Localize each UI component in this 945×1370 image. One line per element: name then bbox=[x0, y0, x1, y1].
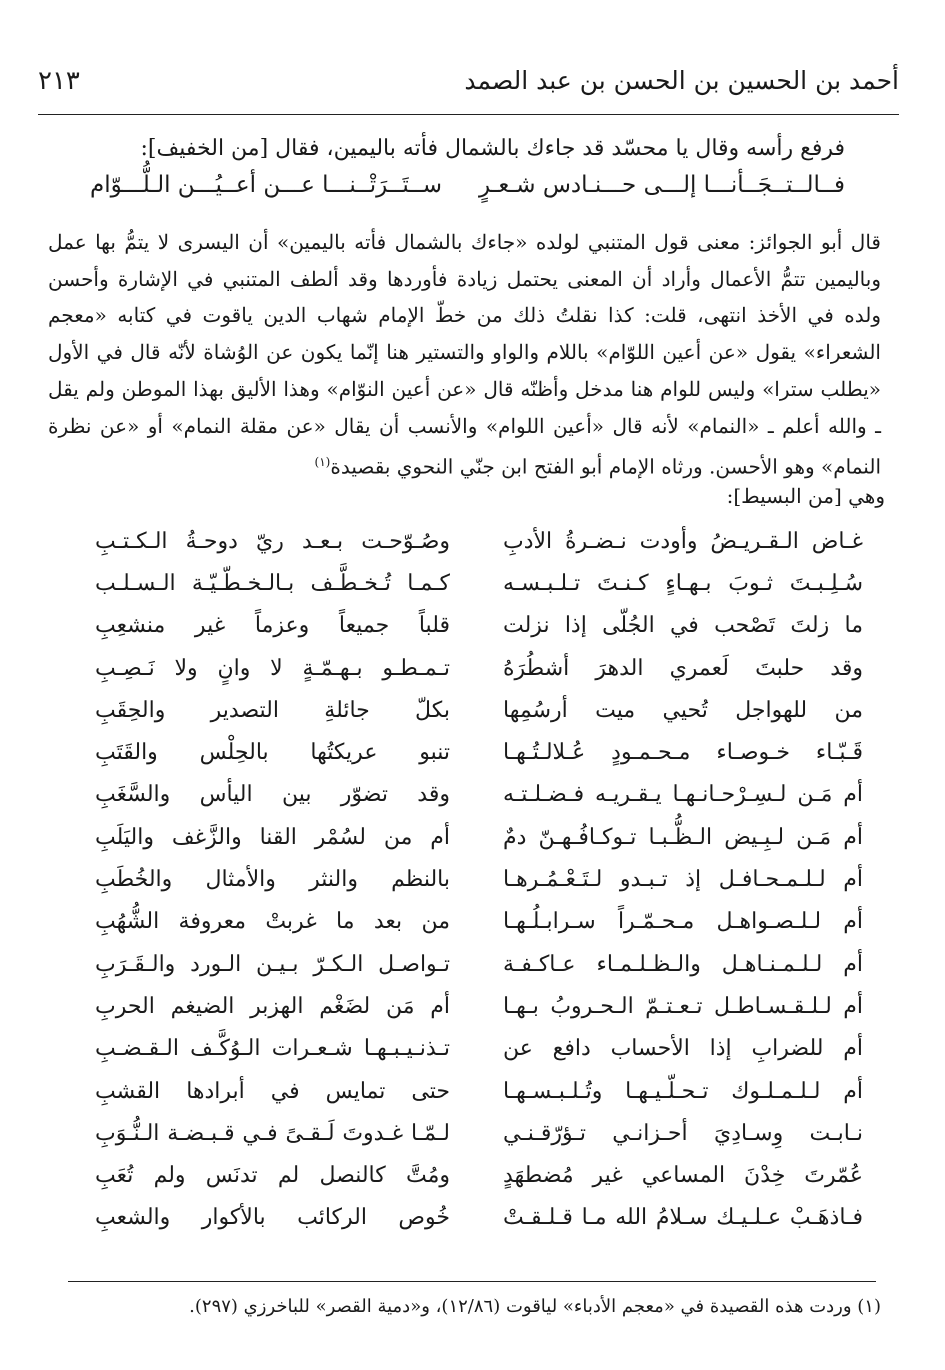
verse-left-hemistich: وقد تضوّر بين اليأس والسَّغَبِ bbox=[95, 782, 450, 808]
verse-right-hemistich: ما زلتَ تَصْحب في الجُلّى إذا نزلت bbox=[503, 613, 863, 639]
poem-verse bbox=[95, 731, 863, 773]
verse-right-hemistich: سُـلِـبـتَ ثـوبَ بـهـاءٍ كـنـتَ تـلـبـسـه bbox=[503, 570, 863, 596]
poem-intro: وهي [من البسيط]: bbox=[726, 484, 885, 508]
verse-left-hemistich: ومُتَّ كالنصل لم تدنَس ولم تُعَبِ bbox=[95, 1163, 450, 1189]
verse-right-hemistich: قَـبّـاء خـوصـاء مـحـمـودٍ عُـلالـتُـهـا bbox=[503, 740, 863, 766]
header-divider bbox=[38, 114, 899, 115]
verse-left-hemistich: كـمـا تُـخـطَّـف بـالـخـطّـيّـة الـسـلـب bbox=[95, 570, 450, 596]
verse-right-hemistich: أم لـلـمـلـوك تـحـلّـيـهـا وتُـلـبـسـهـا bbox=[503, 1078, 863, 1104]
poem-verse bbox=[95, 858, 863, 900]
poem-verse bbox=[95, 1154, 863, 1196]
verse-left-hemistich: لـمّـا غـدوتَ لَـقـىً فـي قـبـضـة الـنُّـوَبِ bbox=[95, 1120, 450, 1146]
footnote-marker: (١) bbox=[314, 455, 331, 470]
poem-verse bbox=[95, 774, 863, 816]
verse-right-hemistich: من للهواجل تُحيي ميت أرسُمِها bbox=[503, 697, 863, 723]
page-header bbox=[38, 66, 899, 106]
verse-right-hemistich: أم لـلـمـنـاهـل والـظـلـمـاء عـاكـفـة bbox=[503, 951, 863, 977]
verse-right-hemistich: أم لـلـصـواهـل مـحـمّـراً سـرابـلُـهـا bbox=[503, 909, 863, 935]
verse-left-hemistich: أم مَن لضَغْم الهزبر الضيغم الحربِ bbox=[95, 993, 450, 1019]
poem-verse bbox=[95, 689, 863, 731]
verse-left-hemistich: وصُـوّحـت بـعـد ريّ دوحـةُ الـكـتـبِ bbox=[95, 528, 450, 554]
verse-right-hemistich: عُمّرتَ خِدْنَ المساعي غير مُضطهَدٍ bbox=[503, 1163, 863, 1189]
commentary-text: قال أبو الجوائز: معنى قول المتنبي لولده «جاءك بالشمال فأته باليمين» أن اليسرى لا يتمُّ بها عمل وباليمين تتمُّ الأعمال وأراد أن المعنى يحتمل زيادة فأوردها وقد ألطف المتنبي في الإشارة وأحسن ولده في الأخذ انتهى، قلت: كذا نقلتُ ذلك من خطّ الإمام شهاب الدين ياقوت في كتابه «معجم الشعراء» يقول «عن أعين اللوّام» باللام والواو والتستير هنا إنّما يكون عن الوُشاة لأنّه قال في الأول «يطلب سترا» وليس للوام هنا مدخل وأظنّه قال «عن أعين النوّام» وهذا الأليق بهذا الموطن ولم يقل ـ والله أعلم ـ «النمام» لأنه قال «أعين اللوام» والأنسب أن يقال «عن مقلة النمام» أو «عن نظرة النمام» وهو الأحسن. ورثاه الإمام أبو الفتح ابن جنّي النحوي بقصيدة bbox=[48, 230, 881, 479]
verse-left-hemistich: ســتَــرَتْــنـــا عـــن أعــيُـــن الـلُّـــوّام bbox=[90, 172, 443, 198]
poem-verse bbox=[95, 562, 863, 604]
verse-right-hemistich: غـاض الـقـريـضُ وأودت نـضـرةُ الأدبِ bbox=[503, 528, 863, 554]
verse-left-hemistich: تنبو عريكتُها بالحِلْس والقَتَبِ bbox=[95, 740, 450, 766]
opening-verse bbox=[90, 172, 845, 214]
verse-left-hemistich: حتى تمايس في أبرادها القشبِ bbox=[95, 1078, 450, 1104]
verse-left-hemistich: تـواصـل الـكـرّ بـيـن الـورد والـقَـرَبِ bbox=[95, 951, 450, 977]
poem-verse bbox=[95, 901, 863, 943]
elegy-poem bbox=[95, 520, 863, 1239]
poem-verse bbox=[95, 1070, 863, 1112]
poem-verse bbox=[95, 605, 863, 647]
verse-left-hemistich: تـذنـيـبـهـا شـعـرات الـوُكَّـف الـقـضـبِ bbox=[95, 1036, 450, 1062]
verse-right-hemistich: أم لـلـقـسـاطـل تـعـتـمّ الـحـروبُ بـهـا bbox=[503, 993, 863, 1019]
poem-verse bbox=[95, 1112, 863, 1154]
verse-right-hemistich: نـابـت وِسـادِيَ أحـزانـي تـؤرّقـنـي bbox=[503, 1120, 863, 1146]
footnote-divider bbox=[68, 1281, 876, 1282]
page-number: ٢١٣ bbox=[38, 66, 80, 96]
poem-verse bbox=[95, 1197, 863, 1239]
poem-verse bbox=[95, 520, 863, 562]
verse-right-hemistich: أم مَـن لـسِـرْحـانـهـا يـقـريـه فـضـلـتـه bbox=[503, 782, 863, 808]
verse-left-hemistich: أم من لسُمْر القنا والزَّغف واليَلَبِ bbox=[95, 824, 450, 850]
poem-verse bbox=[95, 647, 863, 689]
verse-left-hemistich: بكلّ جائلةِ التصدير والحِقَبِ bbox=[95, 697, 450, 723]
poem-verse bbox=[95, 816, 863, 858]
poem-verse bbox=[95, 943, 863, 985]
verse-right-hemistich: وقد حلبتَ لَعمري الدهرَ أشطُرَهُ bbox=[503, 655, 863, 681]
poem-verse bbox=[95, 1028, 863, 1070]
verse-right-hemistich: فــالــتــجَــأنـــا إلـــى حـــنـادس شـعـرٍ bbox=[478, 172, 845, 198]
commentary-paragraph bbox=[48, 224, 881, 486]
verse-right-hemistich: فـاذهَـبْ عـلـيـك سـلامُ الله مـا قـلـقـتْ bbox=[503, 1205, 863, 1231]
verse-left-hemistich: خُوص الركائب بالأكوار والشعبِ bbox=[95, 1205, 450, 1231]
intro-line: فرفع رأسه وقال يا محسّد قد جاءك بالشمال فأته باليمين، فقال [من الخفيف]: bbox=[140, 136, 845, 161]
verse-right-hemistich: أم لـلـمـحـافـل إذ تـبـدو لـتَـعْـمُـرهـا bbox=[503, 867, 863, 893]
poem-verse bbox=[95, 985, 863, 1027]
verse-right-hemistich: أم للضرابِ إذا الأحساب دافع عن bbox=[503, 1036, 863, 1062]
footnote: (١) وردت هذه القصيدة في «معجم الأدباء» لياقوت (١٢/٨٦)، و«دمية القصر» للباخرزي (٢٩٧). bbox=[189, 1296, 881, 1317]
running-title: أحمد بن الحسين بن الحسن بن عبد الصمد bbox=[464, 66, 899, 95]
verse-right-hemistich: أم مَـن لـبِـيض الـظُّـبـا تـوكـافُـهـنّ دمٌ bbox=[503, 824, 863, 850]
verse-left-hemistich: قلباً جميعاً وعزماً غير منشعِبِ bbox=[95, 613, 450, 639]
verse-left-hemistich: من بعد ما غربتْ معروفة الشُّهُبِ bbox=[95, 909, 450, 935]
verse-left-hemistich: بالنظم والنثر والأمثال والخُطَبِ bbox=[95, 867, 450, 893]
verse-left-hemistich: تـمـطـو بـهـمّـةٍ لا وانٍ ولا نَـصِـبِ bbox=[95, 655, 450, 681]
